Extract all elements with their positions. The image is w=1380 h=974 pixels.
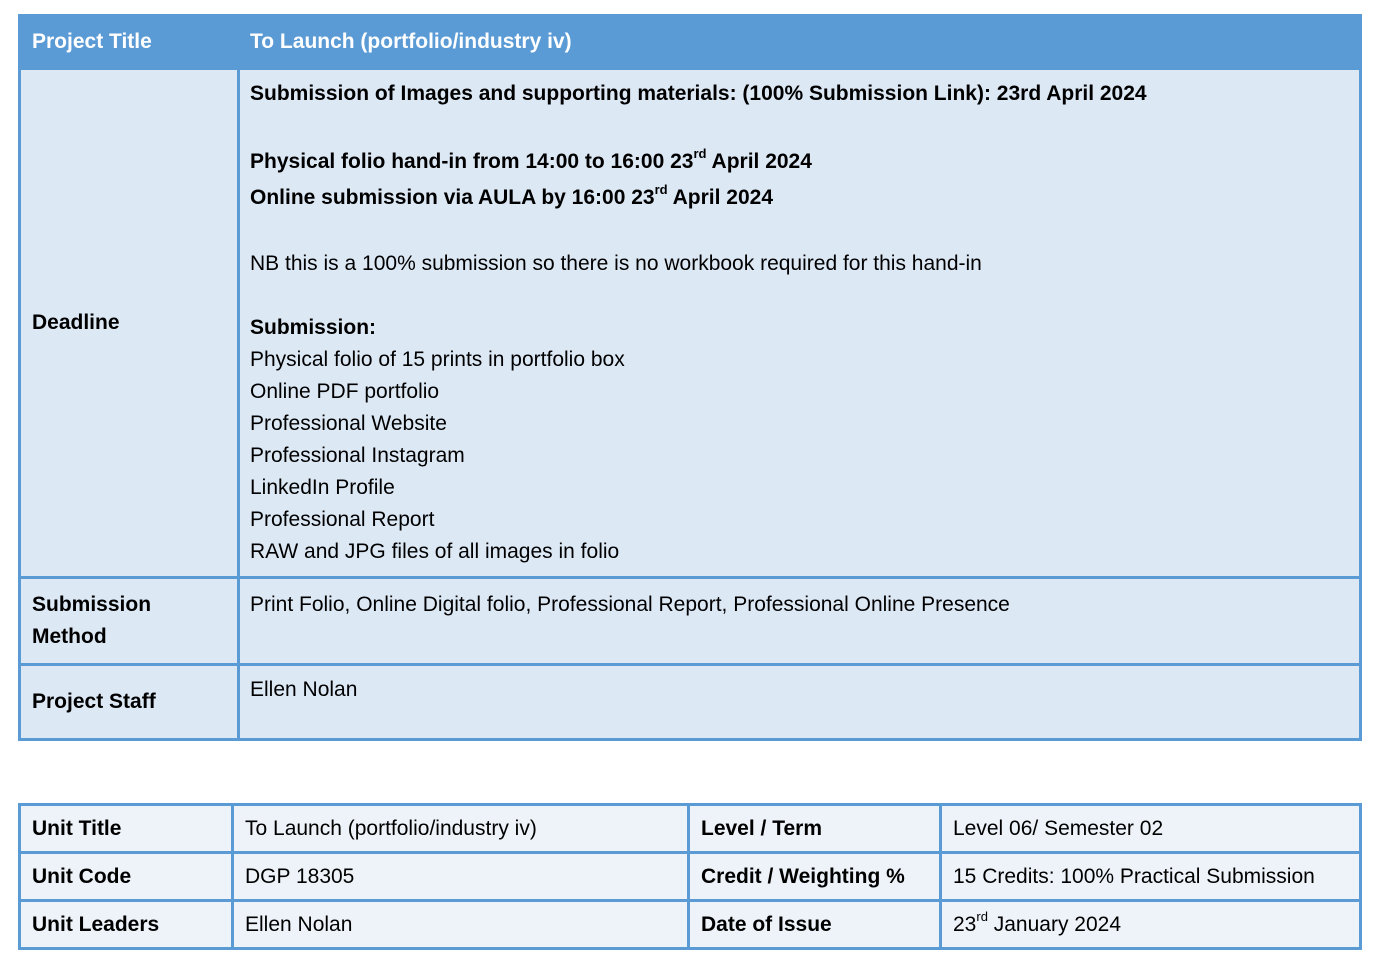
project-staff-label: Project Staff xyxy=(20,665,239,740)
submission-method-value: Print Folio, Online Digital folio, Professional Report, Professional Online Presence xyxy=(239,578,1361,665)
submission-heading: Submission: xyxy=(250,316,377,339)
project-staff-value: Ellen Nolan xyxy=(239,665,1361,740)
deadline-label: Deadline xyxy=(20,69,239,578)
level-term-value: Level 06/ Semester 02 xyxy=(941,805,1361,853)
unit-title-row xyxy=(20,805,1361,853)
unit-leaders-value: Ellen Nolan xyxy=(233,901,689,949)
level-term-label: Level / Term xyxy=(689,805,941,853)
submission-item: Professional Instagram xyxy=(250,444,465,467)
unit-title-value: To Launch (portfolio/industry iv) xyxy=(233,805,689,853)
unit-title-label: Unit Title xyxy=(20,805,233,853)
deadline-online-date: April 2024 xyxy=(667,186,774,209)
unit-details-table xyxy=(18,803,1362,950)
submission-item: Professional Report xyxy=(250,508,435,531)
submission-item: RAW and JPG files of all images in folio xyxy=(250,540,620,563)
submission-method-label-line: Submission xyxy=(32,593,152,616)
unit-code-value: DGP 18305 xyxy=(233,853,689,901)
spacer xyxy=(250,110,1359,144)
spacer xyxy=(250,216,1359,248)
ordinal-suffix: rd xyxy=(693,146,707,161)
project-title-value: To Launch (portfolio/industry iv) xyxy=(239,16,1361,69)
unit-code-label: Unit Code xyxy=(20,853,233,901)
date-of-issue-label: Date of Issue xyxy=(689,901,941,949)
submission-item: Online PDF portfolio xyxy=(250,380,440,403)
spacer xyxy=(250,280,1359,312)
submission-method-label-line: Method xyxy=(32,625,107,648)
credit-weighting-label: Credit / Weighting % xyxy=(689,853,941,901)
project-details-table xyxy=(18,14,1362,741)
ordinal-suffix: rd xyxy=(654,182,668,197)
unit-code-row xyxy=(20,853,1361,901)
deadline-physical-line xyxy=(250,144,1359,180)
deadline-note: NB this is a 100% submission so there is no workbook required for this hand-in xyxy=(250,252,982,275)
date-month-year: January 2024 xyxy=(987,912,1122,936)
submission-item: LinkedIn Profile xyxy=(250,476,395,499)
deadline-row xyxy=(20,69,1361,578)
submission-method-row xyxy=(20,578,1361,665)
ordinal-suffix: rd xyxy=(976,908,988,924)
deadline-online-line xyxy=(250,180,1359,216)
deadline-online-text: Online submission via AULA by 16:00 23 xyxy=(250,186,655,209)
project-title-row xyxy=(20,16,1361,69)
submission-item: Professional Website xyxy=(250,412,447,435)
deadline-physical-text: Physical folio hand-in from 14:00 to 16:00 23 xyxy=(250,150,694,173)
unit-leaders-row xyxy=(20,901,1361,949)
project-title-label: Project Title xyxy=(20,16,239,69)
credit-weighting-value: 15 Credits: 100% Practical Submission xyxy=(941,853,1361,901)
date-day: 23 xyxy=(953,912,977,936)
deadline-value xyxy=(239,69,1361,578)
unit-leaders-label: Unit Leaders xyxy=(20,901,233,949)
submission-method-label xyxy=(20,578,239,665)
submission-item: Physical folio of 15 prints in portfolio box xyxy=(250,348,625,371)
deadline-physical-date: April 2024 xyxy=(706,150,812,173)
project-staff-row xyxy=(20,665,1361,740)
date-of-issue-value xyxy=(941,901,1361,949)
deadline-images-line: Submission of Images and supporting materials: (100% Submission Link): 23rd April 2024 xyxy=(250,82,1147,105)
